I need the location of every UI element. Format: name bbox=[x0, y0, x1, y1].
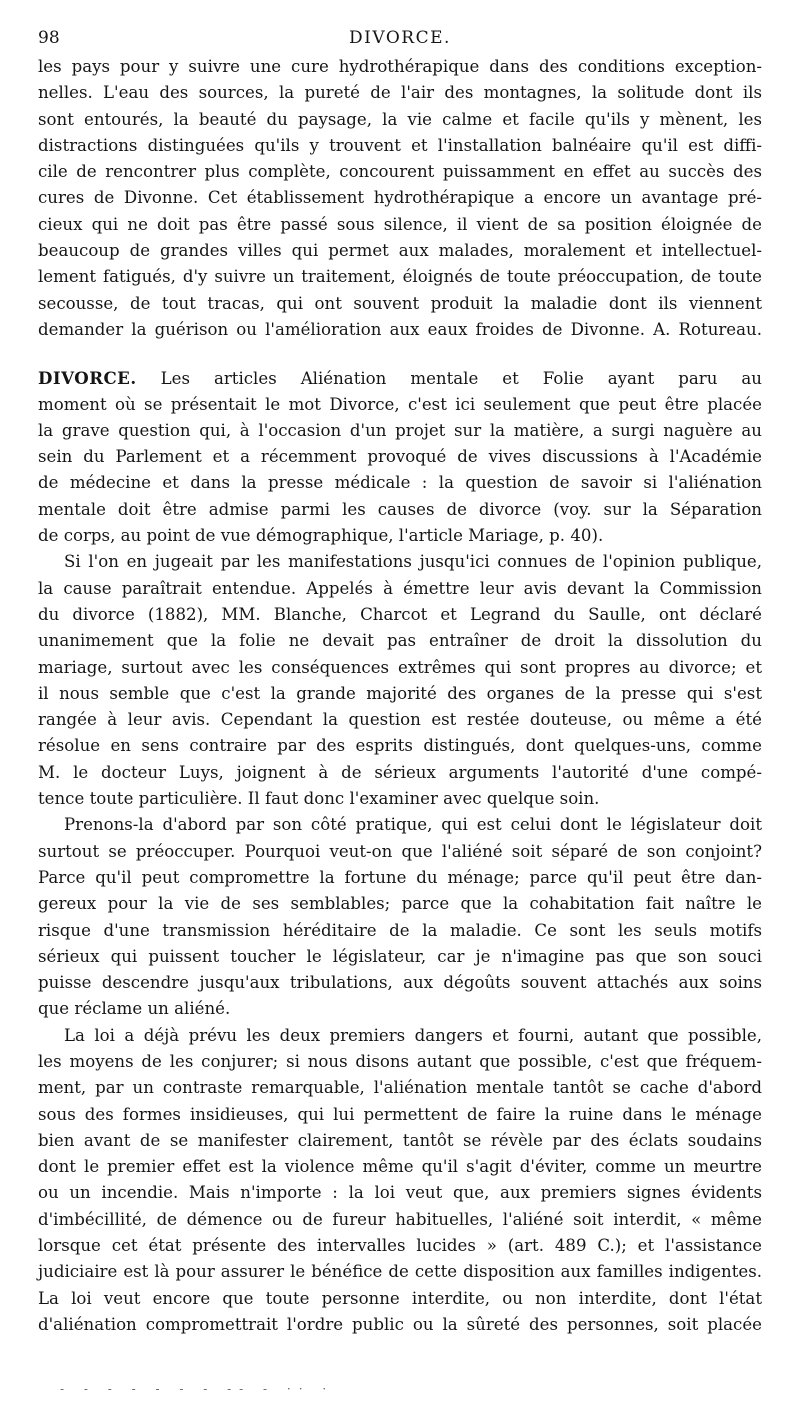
text-line: d'aliénation compromettrait l'ordre public ou la sûreté des personnes, soit placée bbox=[38, 1314, 762, 1334]
text-line: M. le docteur Luys, joignent à de sérieux arguments l'autorité d'une compé- bbox=[38, 762, 762, 782]
running-title: DIVORCE. bbox=[349, 28, 451, 48]
text-line-tail: Les articles Aliénation mentale et Folie ayant paru au bbox=[136, 369, 762, 389]
text-line: mariage, surtout avec les conséquences extrêmes qui sont propres au divorce; et bbox=[38, 657, 762, 677]
text-line: Parce qu'il peut compromettre la fortune du ménage; parce qu'il peut être dan- bbox=[38, 867, 762, 887]
text-line: demander la guérison ou l'amélioration aux eaux froides de Divonne. A. Rotureau. bbox=[38, 319, 762, 339]
text-line: judiciaire est là pour assurer le bénéfice de cette disposition aux familles indigentes. bbox=[38, 1262, 762, 1282]
footer-marks: - - - - - - - -- - ·· · bbox=[60, 1382, 335, 1396]
section-gap bbox=[38, 343, 762, 365]
text-line: de corps, au point de vue démographique, l'article Mariage, p. 40). bbox=[38, 526, 604, 546]
text-line: moment où se présentait le mot Divorce, c'est ici seulement que peut être placée bbox=[38, 394, 762, 414]
text-line: lement fatigués, d'y suivre un traitement, éloignés de toute préoccupation, de toute bbox=[38, 267, 762, 287]
text-line: dont le premier effet est la violence même qu'il s'agit d'éviter, comme un meurtre bbox=[38, 1157, 762, 1177]
text-line: sous des formes insidieuses, qui lui permettent de faire la ruine dans le ménage bbox=[38, 1104, 762, 1124]
text-line: Prenons-la d'abord par son côté pratique, qui est celui dont le législateur doit bbox=[64, 815, 762, 835]
page-header bbox=[38, 28, 762, 54]
text-line: gereux pour la vie de ses semblables; parce que la cohabitation fait naître le bbox=[38, 894, 762, 914]
text-line: mentale doit être admise parmi les causes de divorce (voy. sur la Séparation bbox=[38, 499, 762, 519]
text-line: beaucoup de grandes villes qui permet aux malades, moralement et intellectuel- bbox=[38, 241, 762, 261]
text-line: les pays pour y suivre une cure hydrothérapique dans des conditions exception- bbox=[38, 57, 762, 76]
entry-head-word: DIVORCE. bbox=[38, 368, 137, 389]
body-text bbox=[38, 54, 762, 1338]
text-line: d'imbécillité, de démence ou de fureur habituelles, l'aliéné soit interdit, « même bbox=[38, 1209, 762, 1229]
page-number: 98 bbox=[38, 28, 60, 48]
text-line: secousse, de tout tracas, qui ont souvent produit la maladie dont ils viennent bbox=[38, 293, 762, 313]
text-line: il nous semble que c'est la grande majorité des organes de la presse qui s'est bbox=[38, 683, 762, 703]
text-line: cile de rencontrer plus complète, concourent puissamment en effet au succès des bbox=[38, 162, 762, 182]
text-line: cieux qui ne doit pas être passé sous silence, il vient de sa position éloignée de bbox=[38, 214, 762, 234]
paragraph-law bbox=[38, 1023, 762, 1339]
text-line: unanimement que la folie ne devait pas entraîner de droit la dissolution du bbox=[38, 631, 762, 651]
text-line: lorsque cet état présente des intervalles lucides » (art. 489 C.); et l'assistance bbox=[38, 1236, 762, 1256]
text-line: Si l'on en jugeait par les manifestations jusqu'ici connues de l'opinion publique, bbox=[64, 552, 762, 572]
text-line: nelles. L'eau des sources, la pureté de l'air des montagnes, la solitude dont ils bbox=[38, 83, 762, 103]
text-line: la cause paraîtrait entendue. Appelés à émettre leur avis devant la Commission bbox=[38, 578, 762, 598]
text-line: du divorce (1882), MM. Blanche, Charcot et Legrand du Saulle, ont déclaré bbox=[38, 604, 762, 624]
text-line: bien avant de se manifester clairement, tantôt se révèle par des éclats soudains bbox=[38, 1130, 762, 1150]
text-line: puisse descendre jusqu'aux tribulations, aux dégoûts souvent attachés aux soins bbox=[38, 973, 762, 993]
text-line: surtout se préoccuper. Pourquoi veut-on que l'aliéné soit séparé de son conjoint? bbox=[38, 841, 762, 861]
text-line: ou un incendie. Mais n'importe : la loi veut que, aux premiers signes évidents bbox=[38, 1183, 762, 1203]
text-line: que réclame un aliéné. bbox=[38, 999, 231, 1019]
text-line: sont entourés, la beauté du paysage, la vie calme et facile qu'ils y mènent, les bbox=[38, 109, 762, 129]
text-line: ment, par un contraste remarquable, l'aliénation mentale tantôt se cache d'abord bbox=[38, 1078, 762, 1098]
text-line: résolue en sens contraire par des esprits distingués, dont quelques-uns, comme bbox=[38, 736, 762, 756]
text-line: La loi a déjà prévu les deux premiers dangers et fourni, autant que possible, bbox=[64, 1025, 762, 1045]
paragraph-opinion bbox=[38, 549, 762, 812]
entry-first-line bbox=[38, 365, 762, 391]
text-line: de médecine et dans la presse médicale : la question de savoir si l'aliénation bbox=[38, 473, 762, 493]
text-line: cures de Divonne. Cet établissement hydrothérapique a encore un avantage pré- bbox=[38, 188, 762, 208]
text-line: la grave question qui, à l'occasion d'un projet sur la matière, a surgi naguère au bbox=[38, 420, 762, 440]
text-line: La loi veut encore que toute personne interdite, ou non interdite, dont l'état bbox=[38, 1288, 762, 1308]
text-line: les moyens de les conjurer; si nous disons autant que possible, c'est que fréquem- bbox=[38, 1051, 762, 1071]
paragraph-divorce-entry bbox=[38, 365, 762, 549]
text-line: risque d'une transmission héréditaire de la maladie. Ce sont les seuls motifs bbox=[38, 920, 762, 940]
text-line: rangée à leur avis. Cependant la question est restée douteuse, ou même a été bbox=[38, 710, 762, 730]
text-line: sérieux qui puissent toucher le législateur, car je n'imagine pas que son souci bbox=[38, 946, 762, 966]
text-line: sein du Parlement et a récemment provoqué de vives discussions à l'Académie bbox=[38, 447, 762, 467]
paragraph-practical bbox=[38, 812, 762, 1022]
text-line: distractions distinguées qu'ils y trouvent et l'installation balnéaire qu'il est diffi- bbox=[38, 135, 762, 155]
paragraph-divonne-continuation bbox=[38, 54, 762, 343]
text-line: tence toute particulière. Il faut donc l'examiner avec quelque soin. bbox=[38, 789, 600, 809]
